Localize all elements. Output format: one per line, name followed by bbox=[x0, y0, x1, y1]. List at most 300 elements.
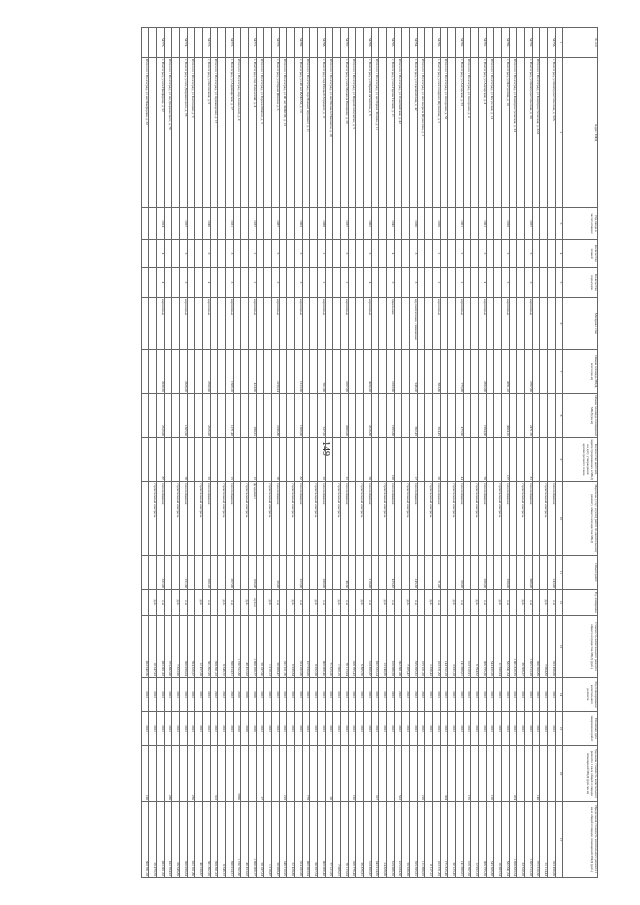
table-cell: 1 500,16 bbox=[333, 616, 341, 678]
table-cell: строительный контроль bbox=[471, 482, 479, 556]
table-cell bbox=[510, 28, 517, 58]
table-cell: г. Волгоград, ул Колхозная, д. 9 bbox=[203, 58, 211, 208]
table-cell bbox=[464, 438, 471, 482]
table-cell: 2022 bbox=[387, 678, 395, 712]
table-cell: 8 346,72 bbox=[218, 616, 226, 678]
table-cell: 2022 bbox=[149, 712, 157, 746]
table-cell: 2020 bbox=[249, 678, 257, 712]
table-cell bbox=[356, 556, 364, 590]
table-cell bbox=[372, 394, 379, 438]
table-cell: газоснабжение bbox=[502, 482, 510, 556]
table-cell: 778 bbox=[303, 746, 310, 802]
table-cell: 54758. bbox=[548, 28, 556, 58]
table-cell bbox=[142, 350, 149, 394]
table-cell bbox=[487, 240, 494, 268]
table-cell bbox=[142, 268, 149, 298]
table-cell bbox=[540, 58, 548, 208]
table-cell bbox=[364, 746, 372, 802]
table-cell bbox=[165, 556, 172, 590]
table-cell bbox=[372, 438, 379, 482]
table-cell bbox=[234, 240, 241, 268]
table-cell: 59 bbox=[479, 438, 487, 482]
table-cell: 2326,00 bbox=[203, 394, 211, 438]
table-cell: 2022 bbox=[479, 678, 487, 712]
table-cell: кирпичные bbox=[295, 298, 303, 350]
table-cell bbox=[425, 350, 433, 394]
table-cell: 2 bbox=[433, 240, 441, 268]
table-cell: 331,00 bbox=[157, 556, 165, 590]
table-cell bbox=[471, 298, 479, 350]
table-cell bbox=[441, 298, 448, 350]
table-cell bbox=[464, 208, 471, 240]
table-cell bbox=[333, 268, 341, 298]
table-cell: 280,00 bbox=[318, 556, 326, 590]
table-cell: 48,50 bbox=[341, 556, 349, 590]
table-cell: 12 457,38 bbox=[195, 616, 203, 678]
table-cell bbox=[257, 28, 264, 58]
table-cell bbox=[487, 298, 494, 350]
table-cell bbox=[356, 28, 364, 58]
table-cell: 1931 bbox=[226, 208, 234, 240]
column-number: 10 bbox=[556, 482, 563, 556]
table-cell bbox=[418, 590, 425, 616]
table-cell: 417 959,09 bbox=[303, 616, 310, 678]
table-cell: 1305,90 bbox=[180, 394, 188, 438]
table-cell: 5 bbox=[364, 240, 372, 268]
table-cell: г. Волгоград, ул Первой пятилетки, д. 5 bbox=[364, 58, 372, 208]
table-cell: 2186,80 bbox=[272, 394, 280, 438]
table-cell bbox=[402, 28, 410, 58]
table-cell: 537,20 bbox=[318, 394, 326, 438]
table-cell bbox=[441, 240, 448, 268]
table-cell: 415 034,30 bbox=[395, 802, 402, 878]
table-cell: 40 452,03 bbox=[241, 616, 249, 678]
table-cell bbox=[257, 438, 264, 482]
table-cell: 15 bbox=[249, 438, 257, 482]
table-cell bbox=[456, 746, 464, 802]
table-cell bbox=[464, 298, 471, 350]
table-cell bbox=[525, 746, 533, 802]
table-cell bbox=[533, 438, 540, 482]
table-cell: г. Волгоград, ул Ангарская, д. 53 bbox=[456, 58, 464, 208]
table-row bbox=[341, 28, 349, 878]
table-cell: 2022 bbox=[464, 712, 471, 746]
table-cell: 2022 bbox=[533, 678, 540, 712]
table-cell bbox=[142, 298, 149, 350]
table-cell bbox=[211, 298, 218, 350]
table-cell bbox=[441, 438, 448, 482]
table-total-row bbox=[303, 28, 310, 878]
column-header: Предельная стоимость капитального ремонта 1 кв.м общей площади помещений МКД (руб.) bbox=[563, 802, 598, 878]
table-cell: 946,20 bbox=[410, 350, 418, 394]
table-cell: 146 bbox=[533, 746, 540, 802]
table-cell: 2022 bbox=[448, 678, 456, 712]
table-cell bbox=[326, 28, 333, 58]
table-cell: 3 bbox=[410, 240, 418, 268]
table-cell bbox=[280, 556, 287, 590]
table-cell: 29 bbox=[318, 438, 326, 482]
table-cell bbox=[241, 268, 249, 298]
table-cell: 2022 bbox=[402, 678, 410, 712]
table-cell: 2626,20 bbox=[180, 350, 188, 394]
table-total-row bbox=[510, 28, 517, 878]
table-cell bbox=[310, 438, 318, 482]
table-cell bbox=[349, 590, 356, 616]
table-cell: 2022 bbox=[379, 712, 387, 746]
table-cell bbox=[372, 268, 379, 298]
table-cell: руб. bbox=[218, 590, 226, 616]
table-cell: 1946 bbox=[203, 208, 211, 240]
table-cell: 12 952,19 bbox=[471, 802, 479, 878]
column-number: 16 bbox=[556, 746, 563, 802]
table-cell: 2022 bbox=[402, 712, 410, 746]
table-cell bbox=[264, 268, 272, 298]
table-cell: 2022 bbox=[425, 712, 433, 746]
table-cell: 1 690 309,77 bbox=[249, 802, 257, 878]
table-cell: 581 862,99 bbox=[203, 802, 211, 878]
table-cell bbox=[379, 746, 387, 802]
table-cell bbox=[211, 482, 218, 556]
table-cell: 2022 bbox=[395, 712, 402, 746]
table-cell bbox=[241, 350, 249, 394]
table-cell bbox=[234, 350, 241, 394]
table-cell: 331 221,70 bbox=[280, 616, 287, 678]
table-cell: 3 bbox=[226, 240, 234, 268]
table-cell bbox=[379, 58, 387, 208]
table-cell: 103 571,83 bbox=[433, 616, 441, 678]
table-cell bbox=[280, 350, 287, 394]
table-row bbox=[226, 28, 234, 878]
table-cell: Итого по г Волгоград, ул им Героев Тюлева, д. 11 bbox=[372, 58, 379, 208]
table-cell bbox=[487, 394, 494, 438]
table-cell bbox=[372, 590, 379, 616]
table-cell: 70 115,04 bbox=[341, 616, 349, 678]
table-row bbox=[425, 28, 433, 878]
table-cell: 70 bbox=[272, 438, 280, 482]
table-cell bbox=[333, 208, 341, 240]
table-cell: 2022 bbox=[510, 678, 517, 712]
table-cell: п.м bbox=[295, 590, 303, 616]
table-cell bbox=[142, 240, 149, 268]
table-cell bbox=[188, 556, 195, 590]
table-cell bbox=[310, 298, 318, 350]
table-cell: 256 bbox=[188, 746, 195, 802]
table-cell: газоснабжение bbox=[433, 482, 441, 556]
table-cell: 619 086,59 bbox=[387, 802, 395, 878]
table-cell: руб. bbox=[540, 590, 548, 616]
table-cell: 424,50 bbox=[249, 350, 257, 394]
table-cell bbox=[280, 208, 287, 240]
table-cell bbox=[257, 240, 264, 268]
table-cell: 2022 bbox=[356, 712, 364, 746]
table-cell: 36 876,61 bbox=[356, 802, 364, 878]
table-cell bbox=[188, 394, 195, 438]
table-cell: 2022 bbox=[533, 712, 540, 746]
table-cell bbox=[395, 28, 402, 58]
table-cell: 10 347,93 bbox=[149, 616, 157, 678]
column-header: Перечень услуг и (или) работ по капитальному ремонту общего имущества МКД bbox=[563, 482, 598, 556]
table-cell: 2016,80 bbox=[364, 394, 372, 438]
table-cell: 2022 bbox=[303, 678, 310, 712]
table-total-row bbox=[257, 28, 264, 878]
column-header: Количество подъездов bbox=[563, 268, 598, 298]
table-cell: 1 858 833,54 bbox=[510, 802, 517, 878]
table-cell bbox=[540, 28, 548, 58]
table-cell bbox=[372, 208, 379, 240]
table-cell: Итого по г Волгоград, ул им Михаила Паникахи, д. 20 bbox=[326, 58, 333, 208]
table-cell bbox=[510, 298, 517, 350]
table-cell: газоснабжение bbox=[157, 482, 165, 556]
table-cell bbox=[402, 438, 410, 482]
table-cell bbox=[349, 438, 356, 482]
table-cell bbox=[149, 438, 157, 482]
table-cell bbox=[533, 268, 540, 298]
table-cell bbox=[379, 208, 387, 240]
column-number: 11 bbox=[556, 556, 563, 590]
table-cell: 2022 bbox=[203, 678, 211, 712]
table-cell: руб. bbox=[310, 590, 318, 616]
table-cell: 7 823,96 bbox=[172, 616, 180, 678]
table-cell: 2022 bbox=[448, 712, 456, 746]
table-cell: 543 506,88 bbox=[487, 802, 494, 878]
table-cell: 2020 bbox=[241, 678, 249, 712]
table-cell bbox=[464, 394, 471, 438]
table-cell bbox=[295, 746, 303, 802]
table-cell: 54759. bbox=[525, 28, 533, 58]
table-cell: Итого по г Волгоград, ул Олимпийская, д. 42 bbox=[395, 58, 402, 208]
table-cell bbox=[441, 350, 448, 394]
table-cell bbox=[180, 746, 188, 802]
table-cell bbox=[418, 240, 425, 268]
table-cell: строительный контроль bbox=[379, 482, 387, 556]
table-cell: 219 bbox=[280, 746, 287, 802]
table-cell: 70 115,04 bbox=[341, 802, 349, 878]
table-cell bbox=[448, 268, 456, 298]
table-cell bbox=[310, 556, 318, 590]
table-cell: 2020 bbox=[234, 678, 241, 712]
table-cell: 1962 bbox=[364, 208, 372, 240]
table-cell: 2022 bbox=[226, 678, 234, 712]
table-cell bbox=[303, 240, 310, 268]
table-cell bbox=[303, 482, 310, 556]
table-cell: 544 432,28 bbox=[487, 616, 494, 678]
table-cell bbox=[349, 482, 356, 556]
table-cell: 2022 bbox=[310, 678, 318, 712]
table-cell bbox=[372, 298, 379, 350]
table-cell: 36 506,27 bbox=[517, 616, 525, 678]
table-cell bbox=[471, 746, 479, 802]
table-cell: 2022 bbox=[211, 712, 218, 746]
table-cell: п.м bbox=[456, 590, 464, 616]
table-cell: 54768. bbox=[318, 28, 326, 58]
table-cell bbox=[310, 208, 318, 240]
table-cell: 2022 bbox=[341, 678, 349, 712]
table-cell: 2022 bbox=[310, 712, 318, 746]
table-cell: 17 bbox=[410, 438, 418, 482]
table-cell bbox=[494, 240, 502, 268]
table-cell: 2022 bbox=[487, 712, 494, 746]
table-cell: кирпичные bbox=[456, 298, 464, 350]
table-cell bbox=[333, 28, 341, 58]
table-cell: п.м bbox=[410, 590, 418, 616]
table-row bbox=[502, 28, 510, 878]
table-cell: кирпичные bbox=[502, 298, 510, 350]
table-cell bbox=[548, 438, 556, 482]
table-cell: 3 bbox=[341, 240, 349, 268]
table-cell: Итого по г Волгоград, ул Ангарская, д. 4 bbox=[464, 58, 471, 208]
table-cell: п.м bbox=[433, 590, 441, 616]
table-cell: 2022 bbox=[471, 712, 479, 746]
table-cell bbox=[211, 590, 218, 616]
table-cell: г. Волгоград, ул Армавирская, д. 17 bbox=[226, 58, 234, 208]
table-cell: 2520,00 bbox=[157, 394, 165, 438]
table-cell bbox=[165, 298, 172, 350]
table-cell: 2022 bbox=[372, 678, 379, 712]
table-cell: 22 bbox=[341, 438, 349, 482]
table-cell: 2471,70 bbox=[525, 394, 533, 438]
table-cell: 71 615,20 bbox=[326, 616, 333, 678]
table-cell: 1 219,13 bbox=[264, 616, 272, 678]
table-row bbox=[379, 28, 387, 878]
table-cell: 26 479,55 bbox=[149, 802, 157, 878]
table-cell: 2930,50 bbox=[157, 350, 165, 394]
table-cell: строительный контроль bbox=[264, 482, 272, 556]
table-cell: 313 519,91 bbox=[464, 616, 471, 678]
table-cell bbox=[264, 240, 272, 268]
table-cell bbox=[264, 208, 272, 240]
table-cell bbox=[540, 438, 548, 482]
table-cell bbox=[418, 438, 425, 482]
table-cell bbox=[502, 746, 510, 802]
table-cell bbox=[395, 268, 402, 298]
table-cell: п.м bbox=[203, 590, 211, 616]
table-cell bbox=[548, 268, 556, 298]
table-cell: 594 320,37 bbox=[188, 616, 195, 678]
table-cell bbox=[257, 482, 264, 556]
table-cell bbox=[356, 438, 364, 482]
table-cell: строительный контроль bbox=[494, 482, 502, 556]
table-cell: г. Волгоград, ул Ангарская, д. 4 bbox=[479, 58, 487, 208]
table-cell: 8 346,72 bbox=[218, 802, 226, 878]
table-cell bbox=[418, 350, 425, 394]
table-cell bbox=[517, 58, 525, 208]
table-cell: 105 911,26 bbox=[418, 616, 425, 678]
table-cell bbox=[218, 438, 226, 482]
table-cell bbox=[195, 268, 203, 298]
table-cell: 1959 bbox=[502, 208, 510, 240]
table-cell: газоснабжение bbox=[226, 482, 234, 556]
table-cell bbox=[264, 394, 272, 438]
table-cell bbox=[441, 482, 448, 556]
table-cell: 267,00 bbox=[226, 556, 234, 590]
table-cell: 504,45 bbox=[433, 394, 441, 438]
table-cell bbox=[241, 556, 249, 590]
table-cell bbox=[448, 208, 456, 240]
table-cell: 2022 bbox=[372, 712, 379, 746]
table-cell bbox=[540, 298, 548, 350]
table-row bbox=[479, 28, 487, 878]
table-cell: 3 bbox=[387, 268, 395, 298]
table-total-row bbox=[326, 28, 333, 878]
table-cell: газоснабжение bbox=[180, 482, 188, 556]
table-cell bbox=[548, 240, 556, 268]
table-cell: 2767,60 bbox=[525, 350, 533, 394]
table-cell bbox=[287, 438, 295, 482]
table-cell: 141 690,01 bbox=[456, 616, 464, 678]
table-cell: 1 730 762,80 bbox=[234, 802, 241, 878]
table-cell bbox=[441, 268, 448, 298]
table-total-row bbox=[372, 28, 379, 878]
table-cell bbox=[195, 208, 203, 240]
table-cell: п.м bbox=[318, 590, 326, 616]
table-cell bbox=[372, 28, 379, 58]
table-cell: 2022 bbox=[502, 712, 510, 746]
table-cell bbox=[464, 482, 471, 556]
table-cell bbox=[402, 298, 410, 350]
table-cell bbox=[464, 28, 471, 58]
table-cell: 1954 bbox=[157, 208, 165, 240]
table-cell bbox=[211, 556, 218, 590]
table-cell: 2022 bbox=[349, 712, 356, 746]
table-cell: 2022 bbox=[433, 712, 441, 746]
table-total-row bbox=[234, 28, 241, 878]
table-cell: 2022 bbox=[149, 678, 157, 712]
table-cell: 70 bbox=[180, 438, 188, 482]
table-row bbox=[433, 28, 441, 878]
table-cell: газоснабжение bbox=[525, 482, 533, 556]
table-row bbox=[410, 28, 418, 878]
table-body bbox=[142, 28, 556, 878]
table-cell bbox=[280, 394, 287, 438]
table-cell: 2022 bbox=[226, 712, 234, 746]
table-cell: 2022 bbox=[379, 678, 387, 712]
table-row bbox=[517, 28, 525, 878]
table-cell: 2022 bbox=[418, 678, 425, 712]
table-total-row bbox=[441, 28, 448, 878]
table-cell bbox=[149, 394, 157, 438]
table-cell bbox=[218, 208, 226, 240]
table-cell: 251,60 bbox=[180, 556, 188, 590]
table-cell: 2022 bbox=[172, 678, 180, 712]
table-cell bbox=[157, 746, 165, 802]
table-cell: Итого по г Волгоград, ул им Панферова, д. 32 bbox=[142, 58, 149, 208]
table-cell: руб. bbox=[448, 590, 456, 616]
table-cell: 2022 bbox=[502, 678, 510, 712]
table-cell: 2022 bbox=[364, 678, 372, 712]
table-cell: 2022 bbox=[218, 712, 226, 746]
table-cell bbox=[218, 58, 226, 208]
table-cell: 432 704,93 bbox=[165, 802, 172, 878]
table-cell bbox=[272, 746, 280, 802]
table-cell bbox=[548, 298, 556, 350]
table-cell bbox=[165, 240, 172, 268]
table-cell: 4791,10 bbox=[502, 350, 510, 394]
table-cell bbox=[149, 208, 157, 240]
table-cell: 2022 bbox=[487, 678, 494, 712]
table-cell bbox=[218, 240, 226, 268]
page-number: 149 bbox=[320, 441, 331, 456]
table-cell bbox=[517, 394, 525, 438]
capital-repair-table bbox=[141, 27, 598, 878]
table-cell bbox=[402, 208, 410, 240]
table-cell bbox=[326, 438, 333, 482]
table-cell bbox=[333, 438, 341, 482]
table-cell: руб. bbox=[425, 590, 433, 616]
table-cell: 6 865,56 bbox=[356, 616, 364, 678]
table-cell bbox=[510, 208, 517, 240]
table-cell bbox=[149, 556, 157, 590]
table-cell: 2256,94 bbox=[272, 350, 280, 394]
